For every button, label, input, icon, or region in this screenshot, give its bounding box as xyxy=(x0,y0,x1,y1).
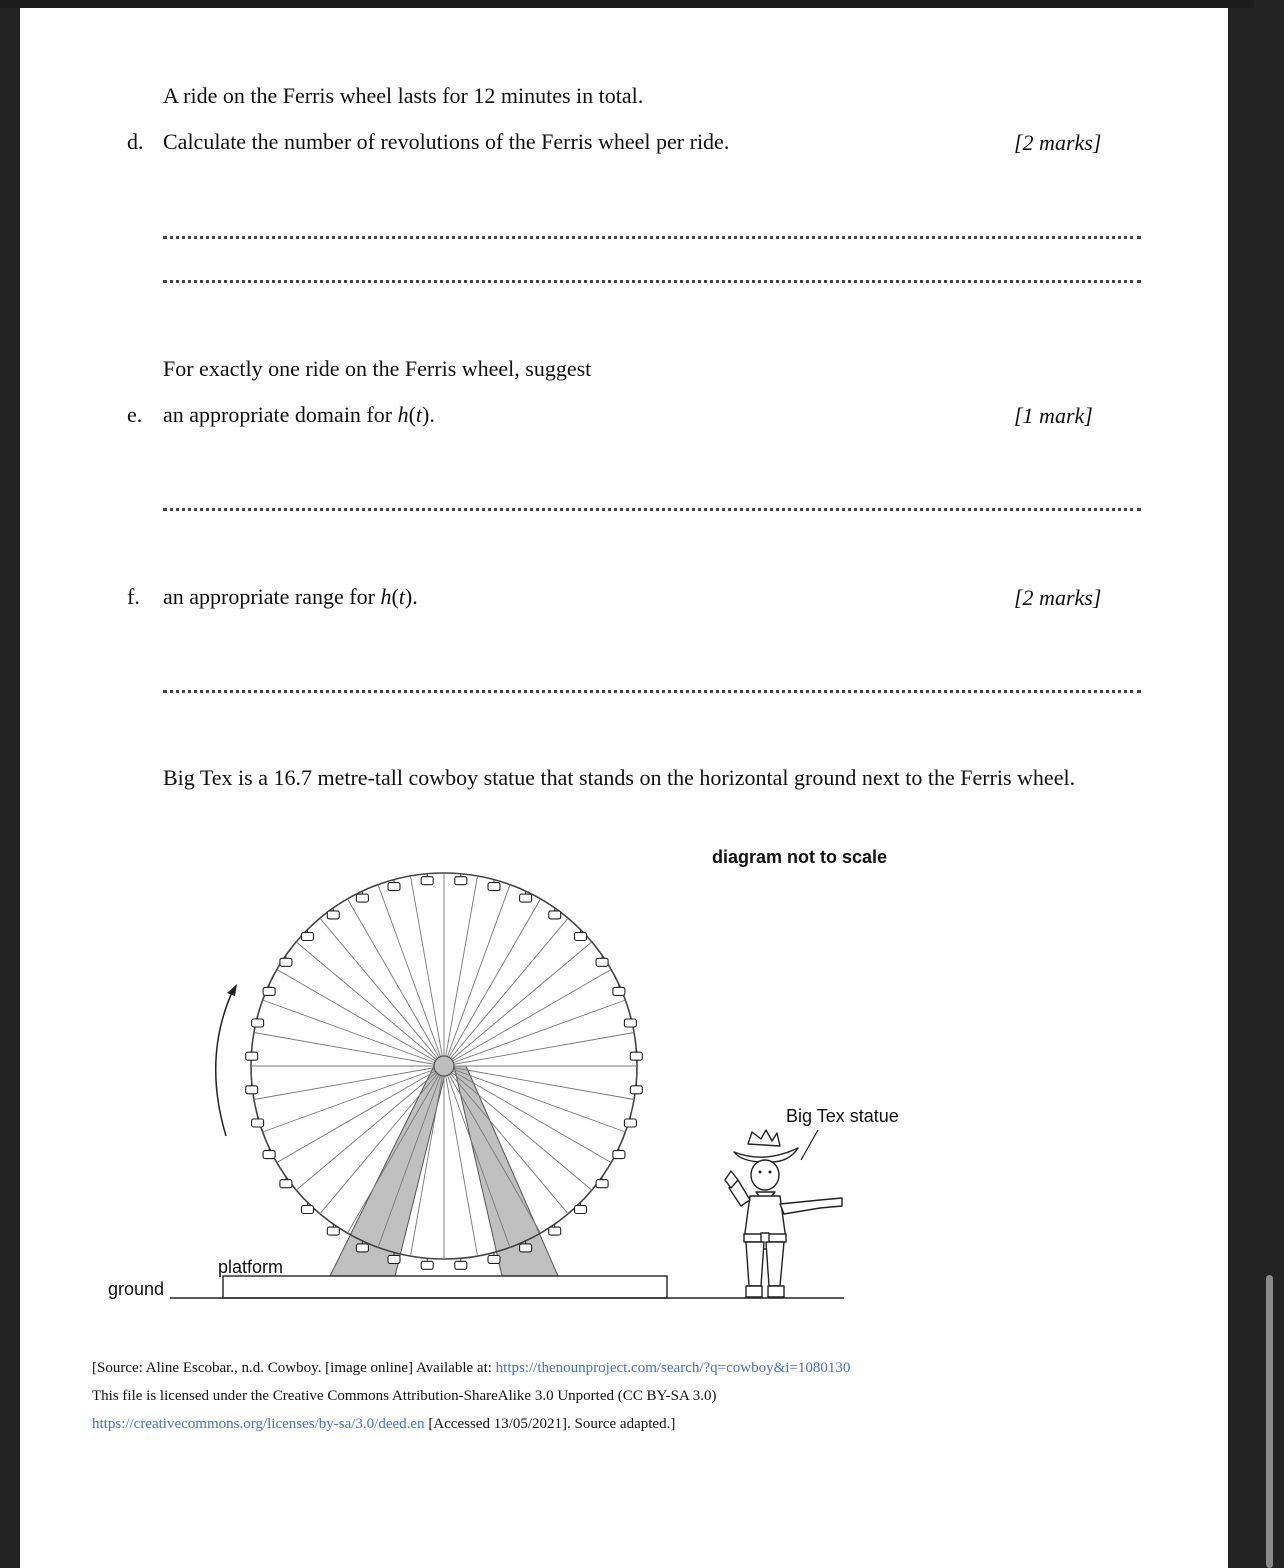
source-line3-suffix: [Accessed 13/05/2021]. Source adapted.] xyxy=(424,1416,676,1432)
question-e-text-before: an appropriate domain for xyxy=(163,402,398,427)
source-link-license[interactable]: https://creativecommons.org/licenses/by-sa/3.0/deed.en xyxy=(92,1416,425,1432)
statue-label-pointer xyxy=(801,1130,818,1160)
big-tex-paragraph: Big Tex is a 16.7 metre-tall cowboy statue that stands on the horizontal ground next to the Ferris wheel. xyxy=(163,765,1076,790)
gondola xyxy=(549,908,561,919)
question-d-label: d. xyxy=(127,129,144,154)
gondola xyxy=(575,930,587,941)
function-name: h xyxy=(397,402,409,427)
question-d-marks: [2 marks] xyxy=(1014,130,1102,155)
cowboy-arm-right xyxy=(780,1198,842,1214)
gondola xyxy=(624,1016,636,1027)
question-f-text-before: an appropriate range for xyxy=(163,584,381,609)
intro-d: A ride on the Ferris wheel lasts for 12 minutes in total. xyxy=(163,83,644,108)
intro-ef: For exactly one ride on the Ferris wheel, suggest xyxy=(163,356,592,381)
gondola xyxy=(421,1258,433,1269)
source-line1-prefix: [Source: Aline Escobar., n.d. Cowboy. [image online] Available at: xyxy=(92,1360,496,1376)
cowboy-boot-left xyxy=(746,1286,762,1297)
gondola xyxy=(455,1258,467,1269)
source-line-3 xyxy=(92,1414,675,1434)
scrollbar-thumb[interactable] xyxy=(1266,1275,1273,1568)
cowboy-hat-crown xyxy=(748,1130,780,1146)
function-variable: t xyxy=(398,584,405,609)
source-line-1 xyxy=(92,1358,850,1378)
rotation-arrow-head xyxy=(227,984,237,996)
cowboy-leg-right xyxy=(766,1242,784,1286)
gondola xyxy=(630,1083,642,1094)
gondola xyxy=(575,1203,587,1214)
gondola xyxy=(302,1203,314,1214)
rotation-arrow xyxy=(216,988,234,1136)
gondola xyxy=(596,955,608,966)
gondola xyxy=(280,955,292,966)
question-e-label: e. xyxy=(127,402,143,427)
gondola xyxy=(246,1049,258,1060)
question-e-text: an appropriate domain for h(t). xyxy=(163,402,435,427)
diagram-scale-note: diagram not to scale xyxy=(712,847,888,867)
cowboy-head xyxy=(751,1160,779,1190)
question-f-marks: [2 marks] xyxy=(1014,585,1102,610)
gondola xyxy=(624,1116,636,1127)
function-name: h xyxy=(380,584,392,609)
gondola xyxy=(613,1148,625,1159)
cowboy-eye xyxy=(769,1171,772,1174)
source-link-nounproject[interactable]: https://thenounproject.com/search/?q=cowboy&i=1080130 xyxy=(495,1360,851,1376)
platform xyxy=(223,1276,667,1298)
gondola xyxy=(263,1148,275,1159)
gondola xyxy=(613,984,625,995)
gondola xyxy=(630,1049,642,1060)
document-page xyxy=(20,8,1228,1568)
gondola xyxy=(246,1083,258,1094)
wheel-support-leg-right xyxy=(454,1066,558,1276)
platform-label: platform xyxy=(218,1257,284,1277)
question-f-text: an appropriate range for h(t). xyxy=(163,584,418,609)
function-variable: t xyxy=(415,402,423,427)
gondola xyxy=(280,1177,292,1188)
gondola xyxy=(421,874,433,885)
gondola xyxy=(596,1177,608,1188)
gondola xyxy=(549,1224,561,1235)
gondola xyxy=(263,984,275,995)
statue-label: Big Tex statue xyxy=(786,1106,899,1126)
gondola xyxy=(327,908,339,919)
question-e-marks: [1 mark] xyxy=(1014,403,1093,428)
ground-label: ground xyxy=(108,1279,165,1299)
cowboy-boot-right xyxy=(768,1286,784,1297)
question-f-label: f. xyxy=(127,584,140,609)
big-tex-statue xyxy=(725,1130,842,1297)
cowboy-eye xyxy=(759,1171,762,1174)
question-e-text-after: . xyxy=(429,402,435,427)
gondola xyxy=(455,874,467,885)
wheel-hub xyxy=(434,1056,454,1076)
question-f-text-after: . xyxy=(412,584,418,609)
gondola xyxy=(252,1116,264,1127)
window-top-bar xyxy=(0,0,1284,8)
wheel-support-leg-left xyxy=(330,1066,447,1276)
source-line-2: This file is licensed under the Creative Commons Attribution-ShareAlike 3.0 Unported (CC BY-SA 3.0) xyxy=(92,1388,717,1404)
gondola xyxy=(252,1016,264,1027)
cowboy-leg-left xyxy=(746,1242,764,1286)
question-d-text: Calculate the number of revolutions of the Ferris wheel per ride. xyxy=(163,129,730,154)
ferris-wheel-diagram xyxy=(20,8,1228,1568)
gondola xyxy=(302,930,314,941)
gondola xyxy=(327,1224,339,1235)
